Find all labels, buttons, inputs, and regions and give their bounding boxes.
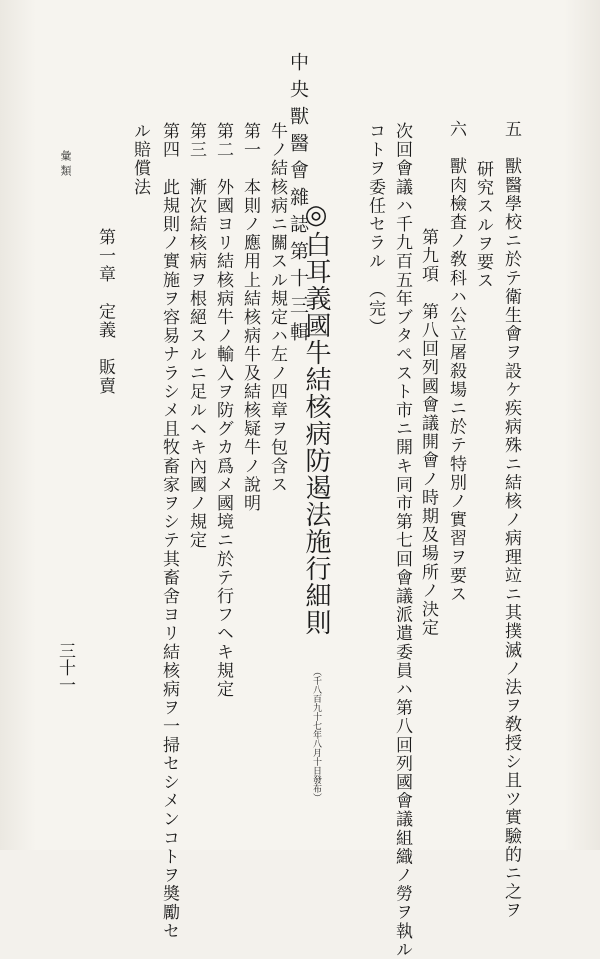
text-column-5: 次回會議ハ千九百五年ブタペスト市ニ開キ同市第七回會議派遣委員ハ第八回列國會議組織ノ勞ヲ執ル — [392, 122, 412, 959]
text-column-12: 第四 此規則ノ實施ヲ容易ナラシメ且牧畜家ヲシテ其畜舍ヨリ結核病ヲ一掃セシメンコトヲ奬勵セ — [159, 122, 179, 941]
text-column-1: 五 獸醫學校ニ於テ衛生會ヲ設ケ疾病殊ニ結核ノ病理竝ニ其撲滅ノ法ヲ敎授シ且ツ實驗的ニ之ヲ — [501, 120, 521, 920]
running-header: 中央獸醫會雜誌第十三輯 — [287, 52, 309, 349]
text-column-6: コトヲ委任セラル （完） — [365, 122, 385, 337]
text-column-3: 六 獸肉檢査ノ敎科ハ公立屠殺場ニ於テ特別ノ實習ヲ要ス — [446, 120, 466, 604]
section-heading-date-note: （千八百九十七年八月十日發布） — [311, 667, 321, 802]
text-column-10: 第二 外國ヨリ結核病牛ノ輸入ヲ防グカ爲メ國境ニ於テ行フヘキ規定 — [213, 122, 233, 699]
text-column-14: 第一章 定義 販賣 — [95, 228, 115, 396]
text-column-4: 第九項 第八回列國會議開會ノ時期及場所ノ決定 — [418, 228, 438, 638]
text-column-8: 牛ノ結核病ニ關スル規定ハ左ノ四章ヲ包含ス — [267, 122, 287, 494]
text-column-11: 第三 漸次結核病ヲ根絕スルニ足ルヘキ內國ノ規定 — [186, 122, 206, 550]
text-column-9: 第一 本則ノ應用上結核病牛及結核疑牛ノ說明 — [240, 122, 260, 513]
text-column-13: ル賠償法 — [130, 122, 150, 197]
section-heading — [303, 200, 329, 802]
section-heading-title: ◎白耳義國牛結核病防遏法施行細則 — [301, 200, 331, 636]
text-column-2: 研究スルヲ要ス — [473, 160, 493, 291]
side-mark: 彙類 — [59, 150, 72, 180]
page-number: 三十一 — [55, 642, 75, 693]
